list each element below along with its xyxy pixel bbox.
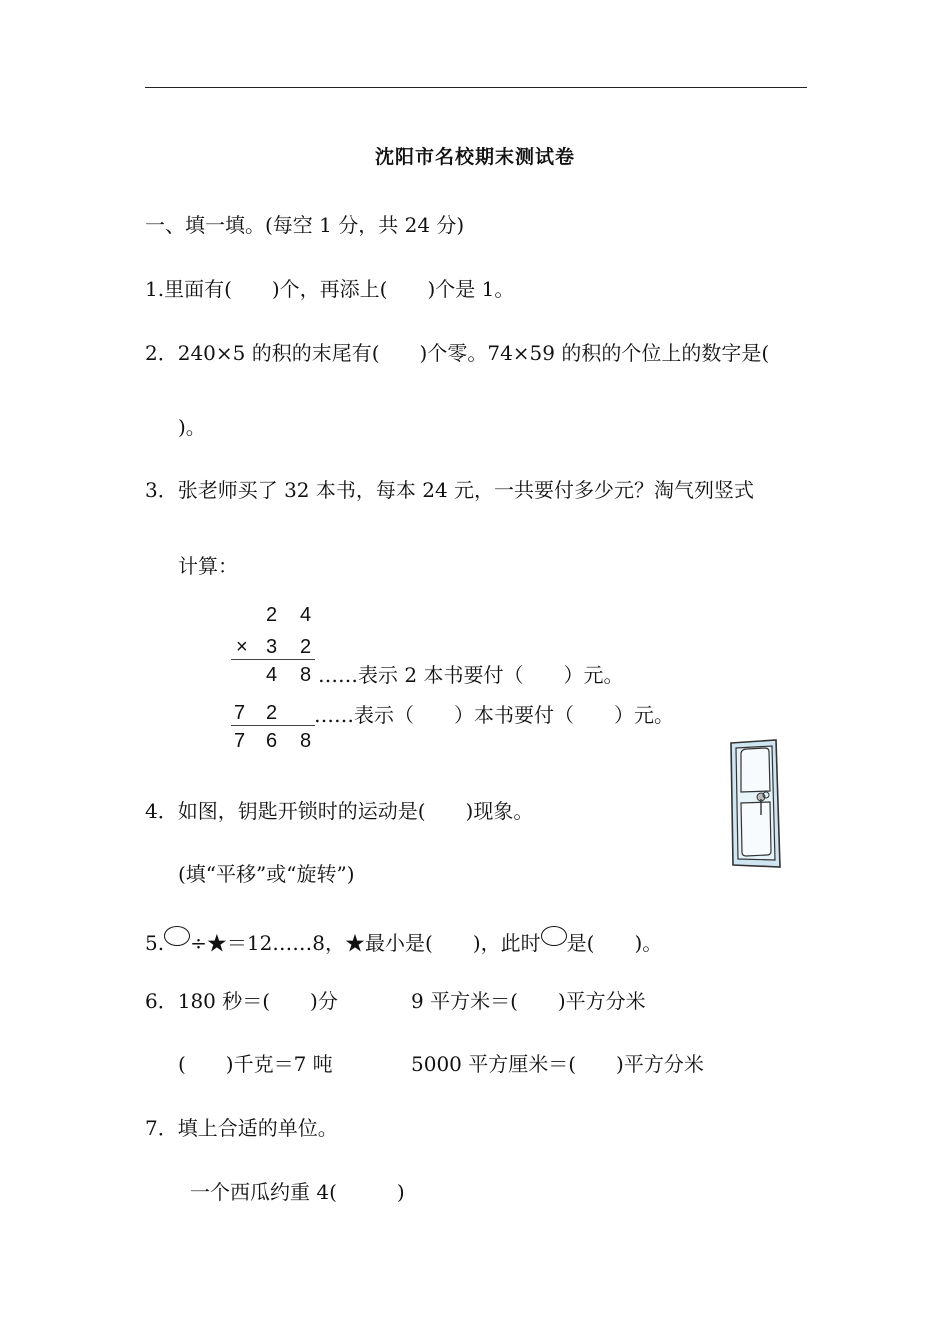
calc-times-sign: × xyxy=(236,636,248,658)
question-7-item-1: 一个西瓜约重 4( ) xyxy=(190,1180,405,1204)
calc-digit: 7 xyxy=(234,730,246,752)
question-6-b: 9 平方米＝( )平方分米 xyxy=(411,989,646,1013)
question-3-line-2: 计算： xyxy=(178,554,238,578)
question-4-line-2: (填“平移”或“旋转”) xyxy=(178,862,355,886)
question-6-c: ( )千克＝7 吨 xyxy=(178,1052,333,1076)
question-7-line-1: 7．填上合适的单位。 xyxy=(145,1116,338,1140)
section-heading: 一、填一填。(每空 1 分，共 24 分) xyxy=(145,213,465,237)
question-3-line-1: 3．张老师买了 32 本书，每本 24 元，一共要付多少元？淘气列竖式 xyxy=(145,478,755,502)
question-2-line-2: )。 xyxy=(178,415,206,439)
circle-icon xyxy=(541,926,567,946)
page-title: 沈阳市名校期末测试卷 xyxy=(374,146,575,168)
question-1: 1.里面有( )个，再添上( )个是 1。 xyxy=(145,277,515,301)
calc-digit: 8 xyxy=(300,664,312,686)
calc-digit: 4 xyxy=(300,604,312,626)
calc-digit: 8 xyxy=(300,730,312,752)
calc-rule-1 xyxy=(231,659,315,660)
question-5-suffix: 是( )。 xyxy=(566,931,663,955)
calc-digit: 2 xyxy=(300,636,312,658)
circle-icon xyxy=(164,926,190,946)
calc-digit: 7 xyxy=(234,702,246,724)
calc-rule-2 xyxy=(231,725,315,726)
calc-note-2: ……表示（ ）本书要付（ ）元。 xyxy=(314,703,674,727)
calc-digit: 4 xyxy=(266,664,278,686)
calc-digit: 3 xyxy=(266,636,278,658)
header-rule xyxy=(145,87,807,88)
question-5 xyxy=(145,926,662,955)
calc-digit: 6 xyxy=(266,730,278,752)
door-with-key-illustration xyxy=(728,739,784,869)
calc-digit: 2 xyxy=(266,702,278,724)
calc-digit: 2 xyxy=(266,604,278,626)
question-4-line-1: 4．如图，钥匙开锁时的运动是( )现象。 xyxy=(145,799,534,823)
question-6-a: 6．180 秒＝( )分 xyxy=(145,989,338,1013)
calc-note-1: ……表示 2 本书要付（ ）元。 xyxy=(318,663,624,687)
question-5-prefix: 5. xyxy=(145,931,165,955)
question-5-mid: ÷★＝12……8，★最小是( )，此时 xyxy=(190,931,541,955)
question-6-d: 5000 平方厘米＝( )平方分米 xyxy=(411,1052,704,1076)
question-2-line-1: 2．240×5 的积的末尾有( )个零。74×59 的积的个位上的数字是( xyxy=(145,341,770,365)
